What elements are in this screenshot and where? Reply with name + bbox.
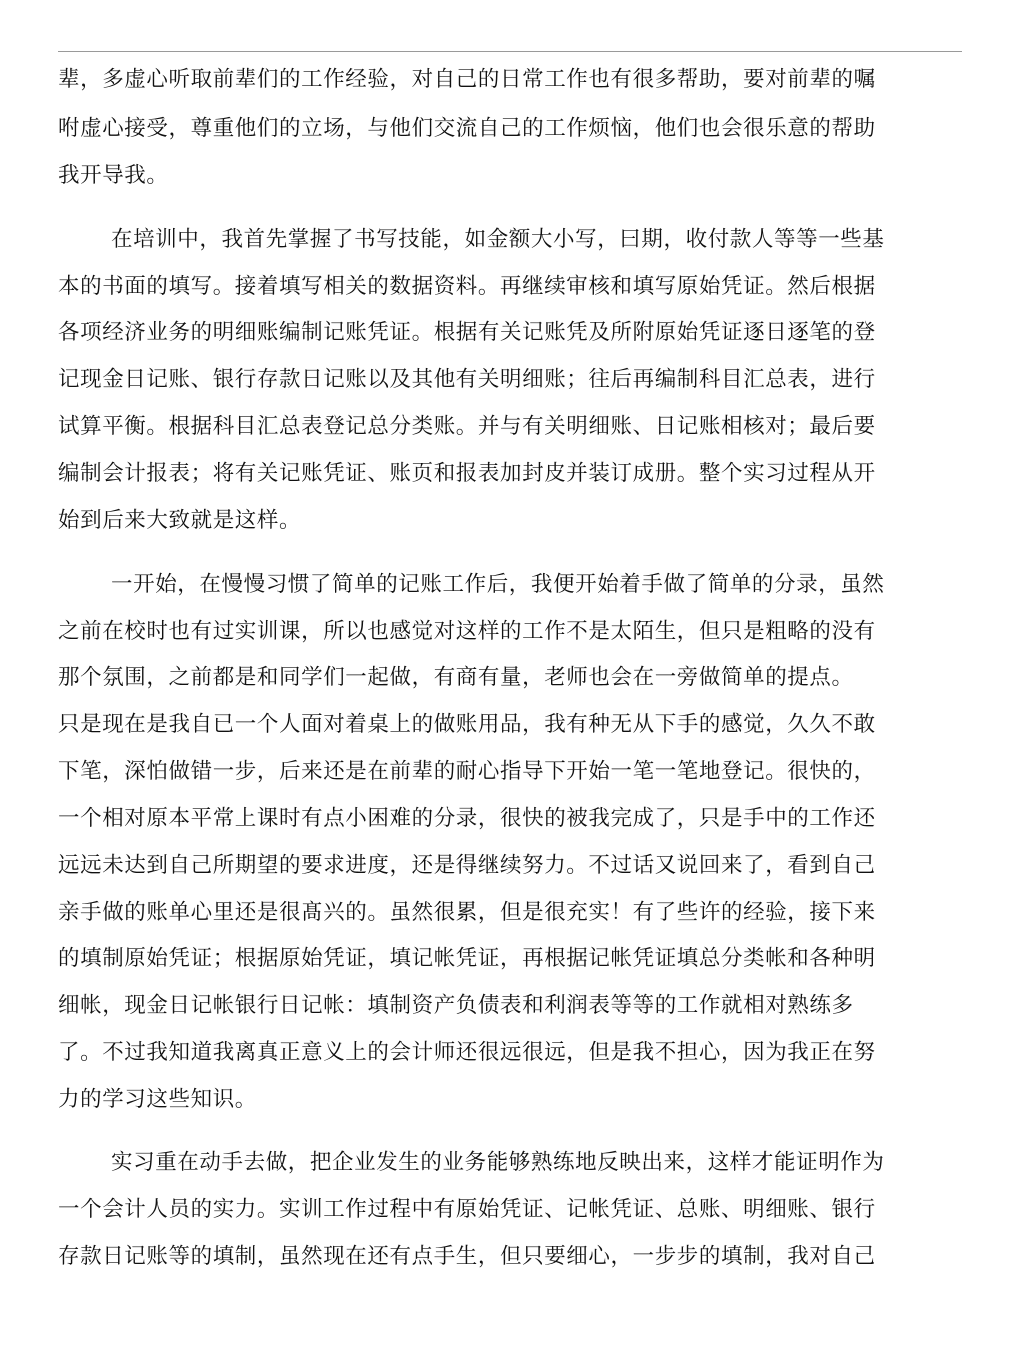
text-line: 下笔，深怕做错一步，后来还是在前辈的耐心指导下开始一笔一笔地登记。很快的， [58, 759, 876, 784]
text-line: 了。不过我知道我离真正意义上的会计师还很远很远，但是我不担心，因为我正在努 [58, 1040, 876, 1065]
text-line: 一个会计人员的实力。实训工作过程中有原始凭证、记帐凭证、总账、明细账、银行 [58, 1197, 876, 1222]
text-line: 各项经济业务的明细账编制记账凭证。根据有关记账凭及所附原始凭证逐日逐笔的登 [58, 320, 876, 345]
header-rule [58, 51, 962, 52]
text-line: 记现金日记账、银行存款日记账以及其他有关明细账；往后再编制科目汇总表，进行 [58, 367, 876, 392]
text-line: 咐虚心接受，尊重他们的立场，与他们交流自己的工作烦恼，他们也会很乐意的帮助 [58, 116, 876, 141]
text-line: 那个氛围，之前都是和同学们一起做，有商有量，老师也会在一旁做简单的提点。 [58, 665, 854, 690]
text-line: 辈，多虚心听取前辈们的工作经验，对自己的日常工作也有很多帮助，要对前辈的嘱 [58, 67, 876, 92]
text-line: 始到后来大致就是这样。 [58, 508, 302, 533]
paragraph-first-line: 实习重在动手去做，把企业发生的业务能够熟练地反映出来，这样才能证明作为 [111, 1150, 885, 1175]
text-line: 本的书面的填写。接着填写相关的数据资料。再继续审核和填写原始凭证。然后根据 [58, 274, 876, 299]
text-line: 试算平衡。根据科目汇总表登记总分类账。并与有关明细账、日记账相核对；最后要 [58, 414, 876, 439]
text-line: 细帐，现金日记帐银行日记帐：填制资产负债表和利润表等等的工作就相对熟练多 [58, 993, 854, 1018]
text-line: 亲手做的账单心里还是很髙兴的。虽然很累，但是很充实！有了些许的经验，接下来 [58, 900, 876, 925]
text-line: 存款日记账等的填制，虽然现在还有点手生，但只要细心，一步步的填制，我对自己 [58, 1244, 876, 1269]
paragraph-first-line: 在培训中，我首先掌握了书写技能，如金额大小写，曰期，收付款人等等一些基 [111, 227, 885, 252]
text-line: 力的学习这些知识。 [58, 1087, 257, 1112]
text-line: 编制会计报表；将有关记账凭证、账页和报表加封皮并装订成册。整个实习过程从开 [58, 461, 876, 486]
text-line: 的填制原始凭证；根据原始凭证，填记帐凭证，再根据记帐凭证填总分类帐和各种明 [58, 946, 876, 971]
paragraph-first-line: 一开始，在慢慢习惯了简单的记账工作后，我便开始着手做了简单的分录，虽然 [111, 572, 885, 597]
text-line: 之前在校时也有过实训课，所以也感觉对这样的工作不是太陌生，但只是粗略的没有 [58, 619, 876, 644]
text-line: 远远未达到自己所期望的要求进度，还是得继续努力。不过话又说回来了，看到自己 [58, 853, 876, 878]
text-line: 我开导我。 [58, 163, 169, 188]
text-line: 一个相对原本平常上课时有点小困难的分录，很快的被我完成了，只是手中的工作还 [58, 806, 876, 831]
text-line: 只是现在是我自已一个人面对着桌上的做账用品，我有种无从下手的感觉，久久不敢 [58, 712, 876, 737]
